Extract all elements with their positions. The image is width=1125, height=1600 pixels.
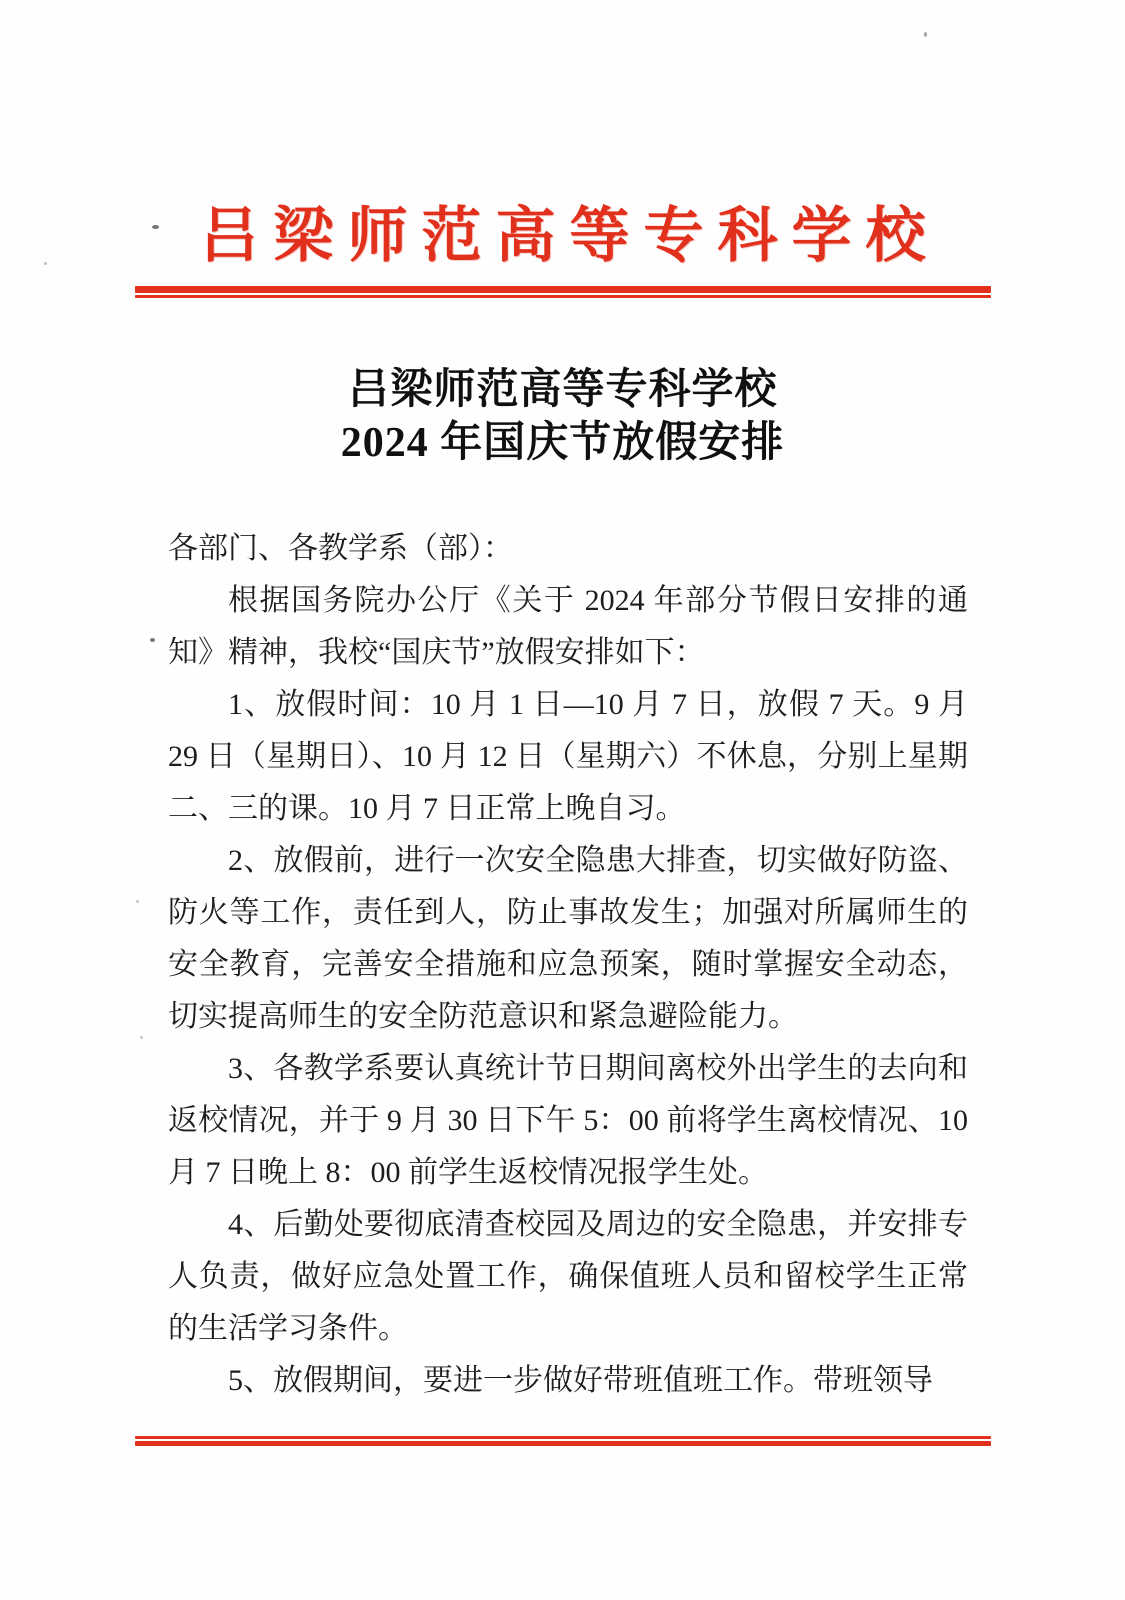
paragraph-intro: 根据国务院办公厅《关于 2024 年部分节假日安排的通知》精神，我校“国庆节”放假安排如下： bbox=[168, 584, 968, 669]
scan-speck bbox=[44, 262, 47, 265]
paragraph-item-5-duty-shifts: 5、放假期间，要进一步做好带班值班工作。带班领导 bbox=[228, 1364, 933, 1397]
paragraph-item-4-logistics: 4、后勤处要彻底清查校园及周边的安全隐患，并安排专人负责，做好应急处置工作，确保值班人员和留校学生正常的生活学习条件。 bbox=[168, 1208, 968, 1345]
notice-title-line1: 吕梁师范高等专科学校 bbox=[347, 367, 778, 413]
scan-speck bbox=[140, 1036, 143, 1039]
paragraph-item-2-safety-check: 2、放假前，进行一次安全隐患大排查，切实做好防盗、防火等工作，责任到人，防止事故发生；加强对所属师生的安全教育，完善安全措施和应急预案，随时掌握安全动态，切实提高师生的安全防范意识和紧急避险能力。 bbox=[168, 844, 968, 1033]
letterhead-divider bbox=[135, 286, 991, 298]
divider-thin-line bbox=[135, 295, 991, 298]
notice-title-line2: 2024 年国庆节放假安排 bbox=[340, 420, 785, 466]
scan-speck bbox=[152, 225, 159, 229]
paragraph-item-1-holiday-dates: 1、放假时间：10 月 1 日—10 月 7 日，放假 7 天。9 月 29 日（星期日）、10 月 12 日（星期六）不休息，分别上星期二、三的课。10 月 7 日正常上晚自习。 bbox=[168, 688, 968, 825]
divider-thick-line bbox=[135, 286, 991, 293]
footer-divider bbox=[135, 1436, 991, 1446]
scan-speck bbox=[150, 638, 155, 642]
salutation: 各部门、各教学系（部）： bbox=[168, 532, 513, 565]
notice-title bbox=[0, 364, 1125, 470]
divider-thick-line bbox=[135, 1441, 991, 1446]
letterhead-school-name: 吕梁师范高等专科学校 bbox=[199, 203, 940, 269]
scan-speck bbox=[924, 32, 927, 37]
notice-body bbox=[168, 523, 968, 1407]
scan-speck bbox=[136, 900, 139, 903]
paragraph-item-3-student-tracking: 3、各教学系要认真统计节日期间离校外出学生的去向和返校情况，并于 9 月 30 日下午 5：00 前将学生离校情况、10 月 7 日晚上 8：00 前学生返校情况报学生处。 bbox=[168, 1052, 968, 1189]
